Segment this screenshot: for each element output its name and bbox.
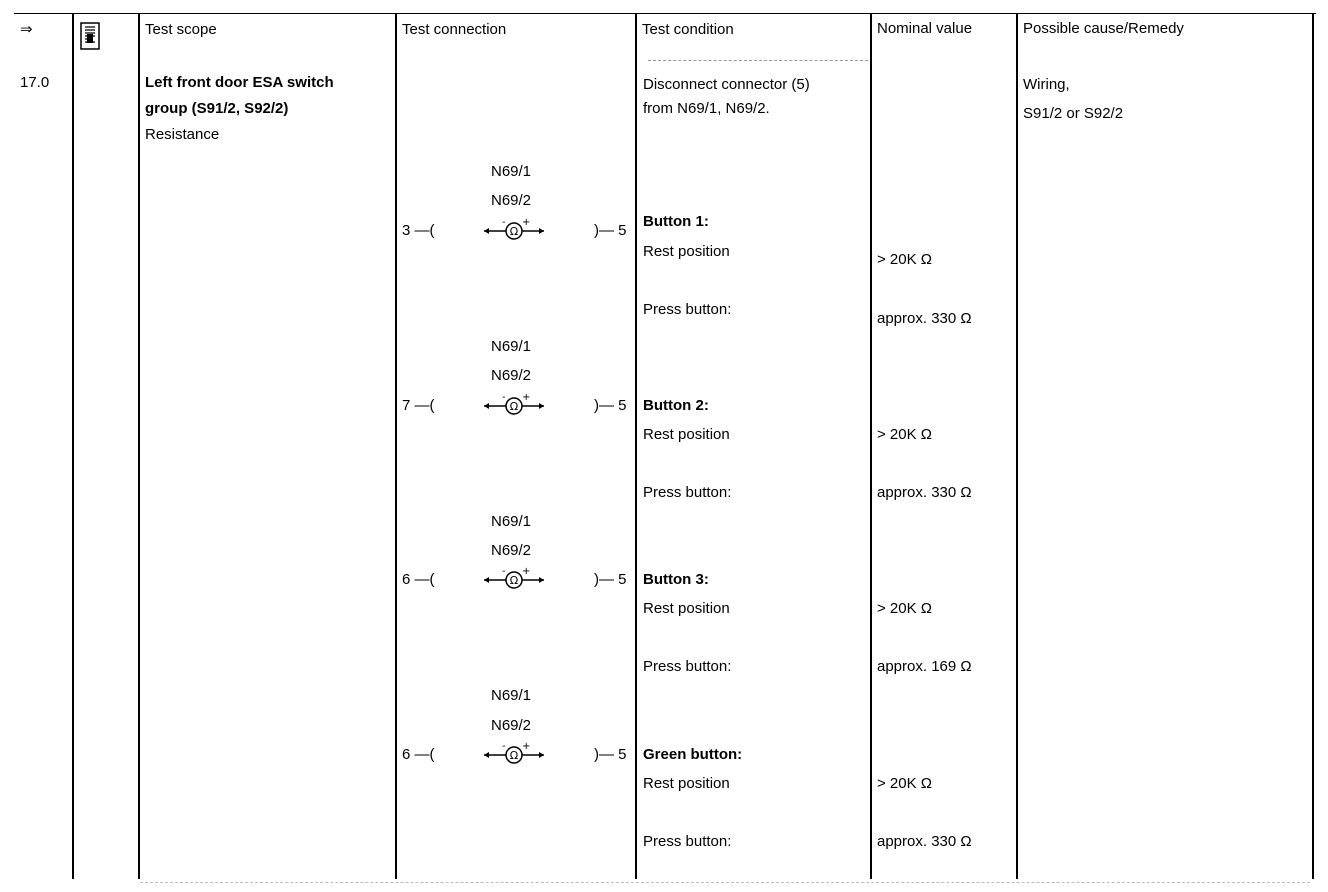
svg-text:Ω: Ω bbox=[509, 400, 519, 413]
pin-left-1: 3 —( bbox=[402, 222, 435, 239]
rest-label-4: Rest position bbox=[643, 775, 730, 792]
pin-left-4: 6 —( bbox=[402, 746, 435, 763]
rest-value-2: > 20K Ω bbox=[877, 426, 932, 443]
ohmmeter-icon bbox=[482, 741, 552, 767]
pin-right-1: )— 5 bbox=[594, 222, 627, 239]
header-possible-cause: Possible cause/Remedy bbox=[1023, 20, 1184, 37]
button-label-3: Button 3: bbox=[643, 571, 709, 588]
module-label-1b: N69/2 bbox=[491, 192, 532, 209]
rest-value-3: > 20K Ω bbox=[877, 600, 932, 617]
press-value-2: approx. 330 Ω bbox=[877, 484, 972, 501]
condition-line1: Disconnect connector (5) bbox=[643, 76, 810, 93]
header-test-connection: Test connection bbox=[402, 21, 507, 38]
pin-right-4: )— 5 bbox=[594, 746, 627, 763]
table-top-border bbox=[14, 13, 1316, 14]
svg-text:Ω: Ω bbox=[509, 574, 519, 587]
column-divider-1 bbox=[72, 13, 74, 879]
press-label-1: Press button: bbox=[643, 301, 732, 318]
dashed-rule bbox=[648, 60, 868, 61]
press-label-3: Press button: bbox=[643, 658, 732, 675]
scope-measurement: Resistance bbox=[145, 126, 220, 143]
module-label-2a: N69/1 bbox=[491, 338, 532, 355]
step-number: 17.0 bbox=[20, 74, 50, 91]
button-label-4: Green button: bbox=[643, 746, 743, 763]
rest-label-1: Rest position bbox=[643, 243, 730, 260]
pin-left-2: 7 —( bbox=[402, 397, 435, 414]
svg-text:-: - bbox=[502, 392, 506, 403]
module-label-3b: N69/2 bbox=[491, 542, 532, 559]
button-label-1: Button 1: bbox=[643, 213, 709, 230]
press-value-4: approx. 330 Ω bbox=[877, 833, 972, 850]
header-test-condition: Test condition bbox=[642, 21, 734, 38]
module-label-4a: N69/1 bbox=[491, 687, 532, 704]
module-label-1a: N69/1 bbox=[491, 163, 532, 180]
module-label-4b: N69/2 bbox=[491, 717, 532, 734]
module-label-2b: N69/2 bbox=[491, 367, 532, 384]
press-label-2: Press button: bbox=[643, 484, 732, 501]
header-test-scope: Test scope bbox=[145, 21, 217, 38]
svg-text:+: + bbox=[522, 566, 531, 577]
pin-right-2: )— 5 bbox=[594, 397, 627, 414]
header-nominal-value: Nominal value bbox=[877, 20, 973, 37]
scope-title-line1: Left front door ESA switch bbox=[145, 74, 334, 91]
condition-line2: from N69/1, N69/2. bbox=[643, 100, 770, 117]
svg-text:+: + bbox=[522, 392, 531, 403]
document-icon bbox=[80, 22, 102, 52]
svg-text:+: + bbox=[522, 217, 531, 228]
svg-text:Ω: Ω bbox=[509, 749, 519, 762]
rest-value-4: > 20K Ω bbox=[877, 775, 932, 792]
svg-text:-: - bbox=[502, 217, 506, 228]
rest-value-1: > 20K Ω bbox=[877, 251, 932, 268]
pin-left-3: 6 —( bbox=[402, 571, 435, 588]
svg-text:-: - bbox=[502, 741, 506, 752]
column-divider-7 bbox=[1312, 13, 1314, 879]
svg-text:-: - bbox=[502, 566, 506, 577]
svg-text:Ω: Ω bbox=[509, 225, 519, 238]
ohmmeter-icon bbox=[482, 566, 552, 592]
cause-line1: Wiring, bbox=[1023, 76, 1070, 93]
cause-line2: S91/2 or S92/2 bbox=[1023, 105, 1124, 122]
bottom-dashed-rule bbox=[140, 882, 1310, 883]
column-divider-5 bbox=[870, 13, 872, 879]
column-divider-3 bbox=[395, 13, 397, 879]
rest-label-2: Rest position bbox=[643, 426, 730, 443]
pin-right-3: )— 5 bbox=[594, 571, 627, 588]
rest-label-3: Rest position bbox=[643, 600, 730, 617]
module-label-3a: N69/1 bbox=[491, 513, 532, 530]
ohmmeter-icon bbox=[482, 392, 552, 418]
svg-text:+: + bbox=[522, 741, 531, 752]
press-value-3: approx. 169 Ω bbox=[877, 658, 972, 675]
column-divider-6 bbox=[1016, 13, 1018, 879]
ohmmeter-icon bbox=[482, 217, 552, 243]
column-divider-2 bbox=[138, 13, 140, 879]
press-label-4: Press button: bbox=[643, 833, 732, 850]
button-label-2: Button 2: bbox=[643, 397, 709, 414]
press-value-1: approx. 330 Ω bbox=[877, 310, 972, 327]
column-divider-4 bbox=[635, 13, 637, 879]
scope-title-line2: group (S91/2, S92/2) bbox=[145, 100, 289, 117]
header-arrow: ⇒ bbox=[20, 21, 33, 38]
